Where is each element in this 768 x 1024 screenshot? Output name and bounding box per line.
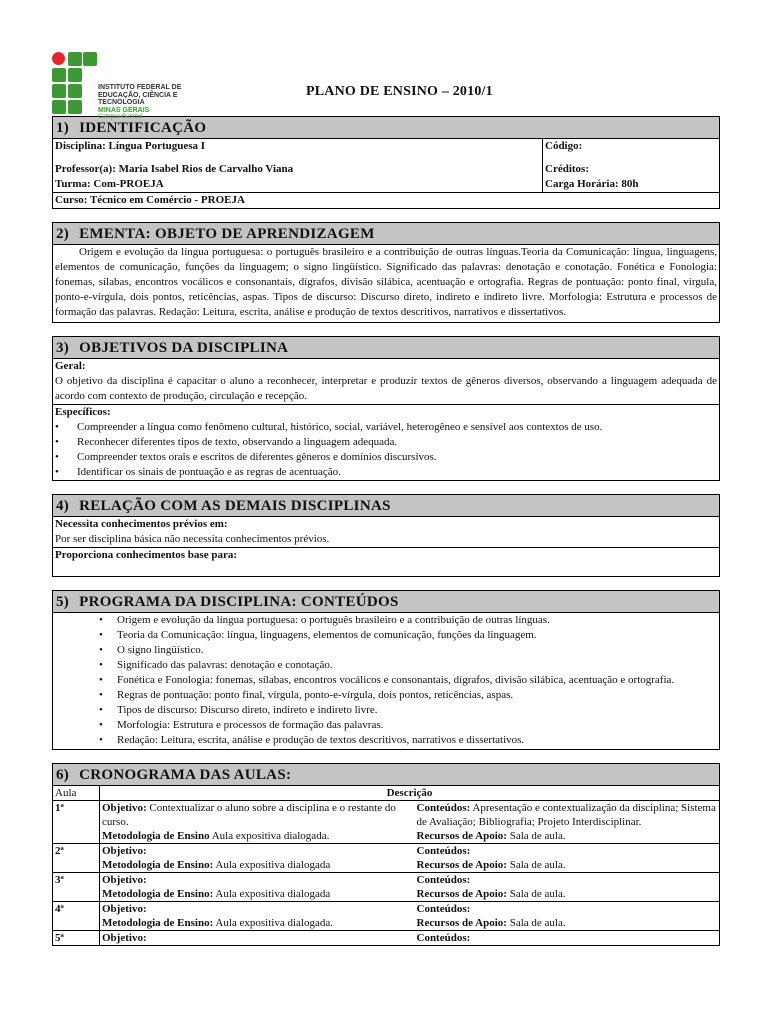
col-descricao-header: Descrição [100, 786, 720, 801]
institution-name: INSTITUTO FEDERAL DE EDUCAÇÃO, CIÊNCIA E TECNOLOGIA MINAS GERAIS Campus Bambuí [98, 84, 182, 120]
ementa-text: Origem e evolução da língua portuguesa: o português brasileiro e a contribuição de outras línguas.Teoria da Comunicação: língua, linguagens, elementos de comunicação, funções da linguagem; o signo lingüístico. Significado das palavras: denotação e conotação. Fonética e Fonologia: fonemas, sílabas, encontros vocálicos e consonantais, dígrafos, divisão silábica, acentuação e ortografia. Regras de pontuação: ponto final, vírgula, ponto-e-vírgula, dois pontos, reticências, aspas. Tipos de discurso: Discurso direto, indireto e indireto livre. Morfologia: Estrutura e processos de formação das palavras. Redação: Leitura, escrita, análise e produção de textos descritivos, narrativos e dissertativos. [55, 246, 717, 318]
cronograma-table [53, 786, 719, 946]
document-title: PLANO DE ENSINO – 2010/1 [306, 84, 493, 99]
section-cronograma [52, 763, 720, 946]
document-header [52, 46, 720, 120]
geral-label: Geral: [55, 360, 86, 372]
table-row: 2ª Objetivo: Metodologia de Ensino: Aula expositiva dialogada Conteúdos: Recursos de Apoio: Sala de aula. [53, 844, 719, 873]
section-heading: 6) CRONOGRAMA DAS AULAS: [53, 764, 719, 786]
list-item: • Regras de pontuação: ponto final, vírgula, ponto-e-vírgula, dois pontos, reticências, aspas. [53, 688, 719, 703]
section-heading: 5) PROGRAMA DA DISCIPLINA: CONTEÚDOS [53, 591, 719, 613]
creditos-field: Créditos: [545, 163, 589, 175]
table-row: 3ª Objetivo: Metodologia de Ensino: Aula expositiva dialogada Conteúdos: Recursos de Apoio: Sala de aula. [53, 873, 719, 902]
list-item: • Identificar os sinais de pontuação e as regras de acentuação. [53, 465, 719, 480]
list-item: • Fonética e Fonologia: fonemas, sílabas, encontros vocálicos e consonantais, dígrafos, divisão silábica, acentuação e ortografia. [53, 673, 719, 688]
conteudos-list [53, 613, 719, 749]
list-item: • O signo lingüístico. [53, 643, 719, 658]
conhecimentos-previos-label: Necessita conhecimentos prévios em: [55, 518, 228, 530]
section-heading: 4) RELAÇÃO COM AS DEMAIS DISCIPLINAS [53, 495, 719, 517]
recursos-text: Sala de aula. [506, 888, 566, 900]
carga-horaria-field: Carga Horária: 80h [545, 178, 639, 190]
col-aula-header: Aula [53, 786, 100, 801]
aula-number: 1ª [53, 801, 100, 844]
list-item: • Teoria da Comunicação: língua, linguagens, elementos de comunicação, funções da linguagem. [53, 628, 719, 643]
aula-number: 4ª [53, 902, 100, 931]
list-item: • Compreender a língua como fenômeno cultural, histórico, social, variável, heterogêneo e sensível aos contextos de uso. [53, 420, 719, 435]
conhecimentos-base-label: Proporciona conhecimentos base para: [53, 547, 719, 576]
especificos-label: Específicos: [53, 404, 719, 420]
list-item: • Reconhecer diferentes tipos de texto, observando a linguagem adequada. [53, 435, 719, 450]
list-item: • Origem e evolução da língua portuguesa: o português brasileiro e a contribuição de outras línguas. [53, 613, 719, 628]
list-item: • Compreender textos orais e escritos de diferentes gêneros e domínios discursivos. [53, 450, 719, 465]
section-relacao [52, 494, 720, 577]
recursos-text: Sala de aula. [506, 830, 566, 842]
metodologia-text: Aula expositiva dialogada [213, 888, 331, 900]
document-page [52, 46, 720, 946]
list-item: • Morfologia: Estrutura e processos de formação das palavras. [53, 718, 719, 733]
conteudos-text: Apresentação e contextualização da disciplina; Sistema de Avaliação; Bibliografia; Projeto Interdisciplinar. [416, 802, 716, 828]
conhecimentos-previos-text: Por ser disciplina básica não necessita conhecimentos prévios. [55, 533, 330, 545]
section-heading: 3) OBJETIVOS DA DISCIPLINA [53, 337, 719, 359]
professor-field: Professor(a): Maria Isabel Rios de Carvalho Viana [55, 163, 294, 175]
metodologia-text: Aula expositiva dialogada [213, 859, 331, 871]
metodologia-text: Aula expositiva dialogada. [209, 830, 330, 842]
section-objetivos [52, 336, 720, 481]
table-header-row [53, 786, 719, 801]
disciplina-field: Disciplina: Língua Portuguesa I [55, 140, 206, 152]
geral-text: O objetivo da disciplina é capacitar o aluno a reconhecer, interpretar e produzir textos de gêneros diversos, observando a linguagem adequada de acordo com contexto de produção, circulação e recepção. [55, 375, 717, 402]
turma-field: Turma: Com-PROEJA [55, 178, 164, 190]
table-row: 4ª Objetivo: Metodologia de Ensino: Aula expositiva dialogada. Conteúdos: Recursos de Apoio: Sala de aula. [53, 902, 719, 931]
section-ementa [52, 222, 720, 323]
metodologia-text: Aula expositiva dialogada. [213, 917, 333, 929]
section-heading: 2) EMENTA: OBJETO DE APRENDIZAGEM [53, 223, 719, 245]
recursos-text: Sala de aula. [506, 859, 566, 871]
section-programa [52, 590, 720, 750]
aula-number: 5ª [53, 931, 100, 946]
codigo-field: Código: [545, 140, 583, 152]
curso-field: Curso: Técnico em Comércio - PROEJA [53, 192, 719, 208]
section-identificacao [52, 116, 720, 209]
objetivo-text: Contextualizar o aluno sobre a disciplina e o restante do curso. [102, 802, 396, 828]
list-item: • Redação: Leitura, escrita, análise e produção de textos descritivos, narrativos e dissertativos. [53, 733, 719, 748]
section-heading: 1) IDENTIFICAÇÃO [53, 117, 719, 139]
table-row: 1ª Objetivo: Contextualizar o aluno sobre a disciplina e o restante do curso. Metodologia de Ensino Aula expositiva dialogada. Conteúdos: Apresentação e contextualização da disciplina; Sistema de Avaliação; Bibliografia; Projeto Interdisciplinar. Recursos de Apoio: Sala de aula. [53, 801, 719, 844]
institution-logo [52, 50, 212, 120]
aula-number: 2ª [53, 844, 100, 873]
list-item: • Significado das palavras: denotação e conotação. [53, 658, 719, 673]
list-item: • Tipos de discurso: Discurso direto, indireto e indireto livre. [53, 703, 719, 718]
table-row: 5ª Objetivo: Conteúdos: [53, 931, 719, 946]
especificos-list [53, 420, 719, 480]
recursos-text: Sala de aula. [506, 917, 566, 929]
aula-number: 3ª [53, 873, 100, 902]
